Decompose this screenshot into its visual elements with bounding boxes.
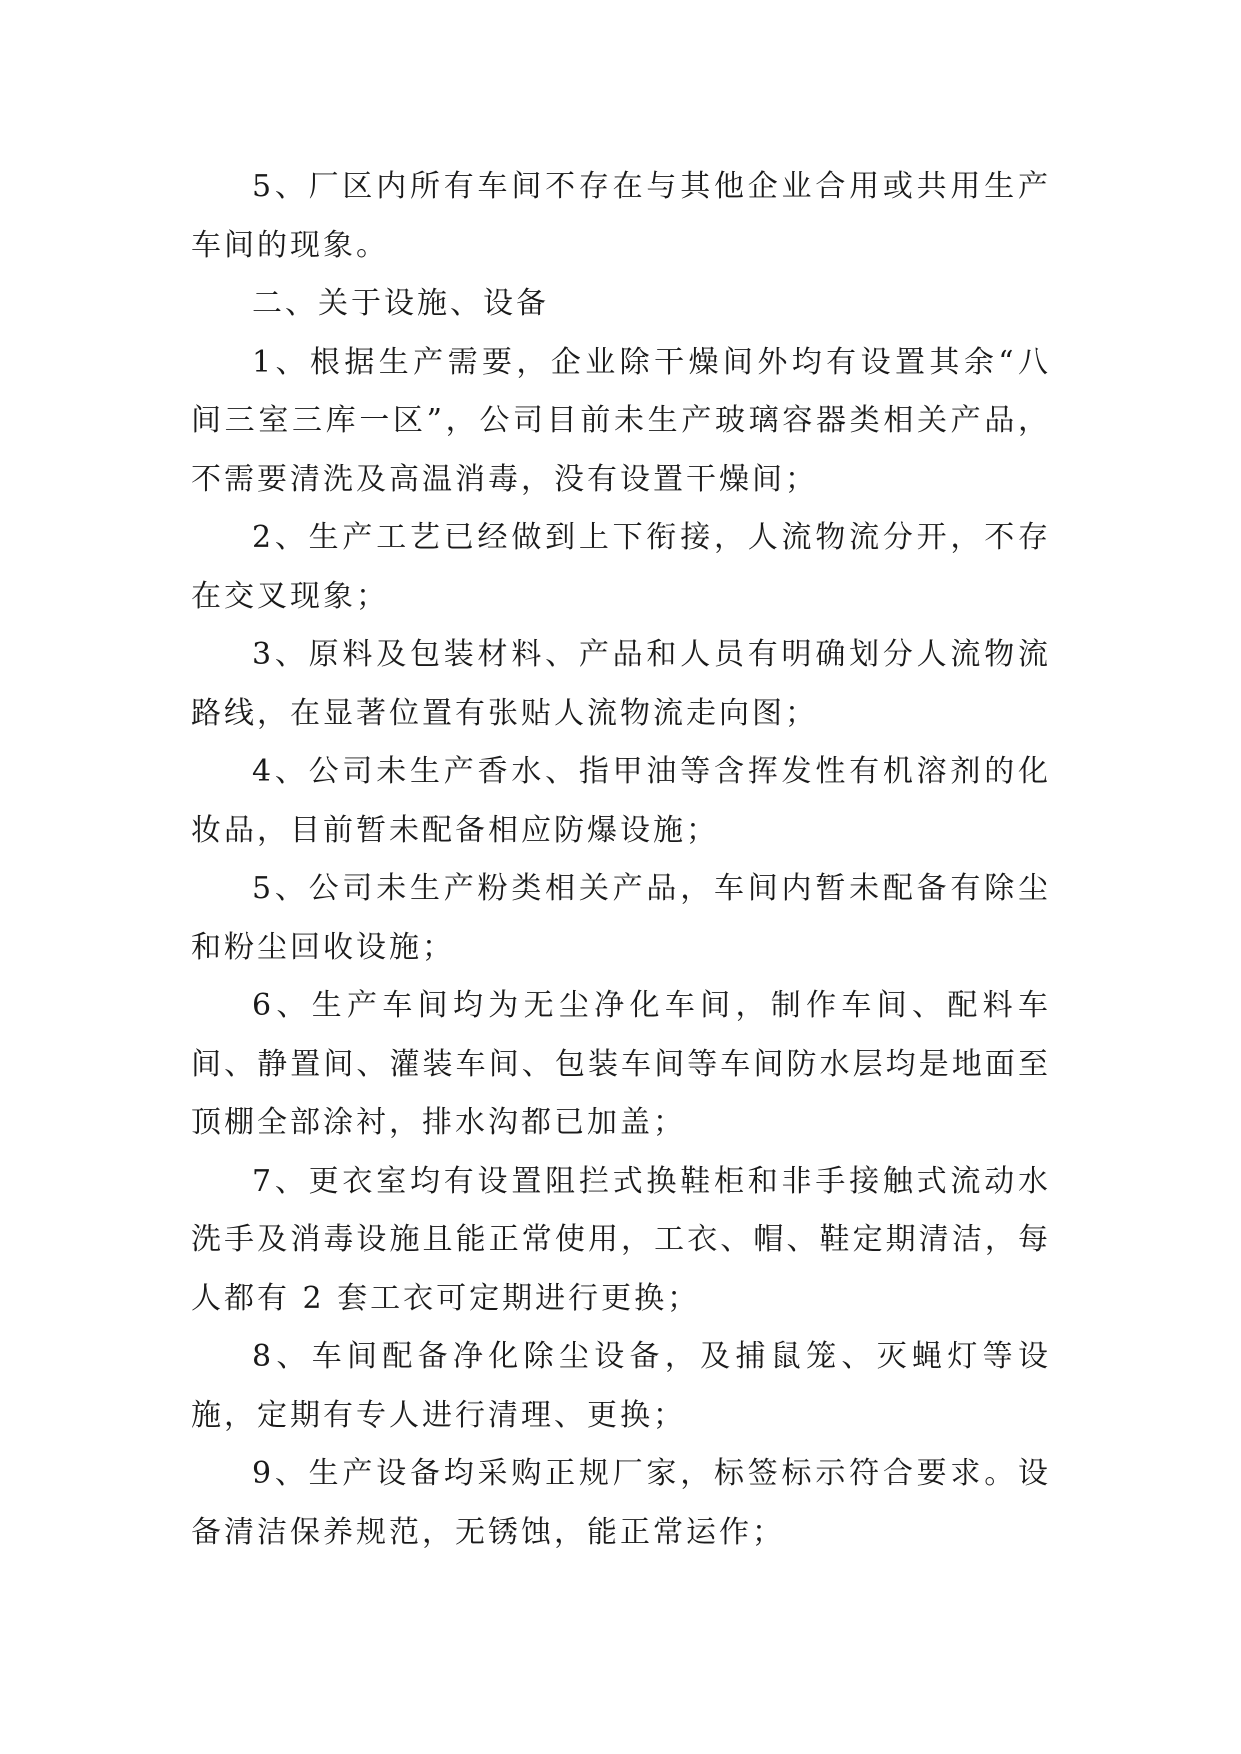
paragraph-clean-workshop: 6、生产车间均为无尘净化车间，制作车间、配料车间、静置间、灌装车间、包装车间等车间防水层均是地面至顶棚全部涂衬，排水沟都已加盖；	[191, 988, 1051, 1140]
paragraph-dust-removal: 5、公司未生产粉类相关产品，车间内暂未配备有除尘和粉尘回收设施；	[191, 871, 1051, 965]
paragraph-flow-routes: 3、原料及包装材料、产品和人员有明确划分人流物流路线，在显著位置有张贴人流物流走向图；	[191, 637, 1051, 731]
paragraph-changing-room: 7、更衣室均有设置阻拦式换鞋柜和非手接触式流动水洗手及消毒设施且能正常使用，工衣、帽、鞋定期清洁，每人都有 2 套工衣可定期进行更换；	[191, 1163, 1051, 1316]
paragraph-process-flow: 2、生产工艺已经做到上下衔接，人流物流分开，不存在交叉现象；	[191, 520, 1051, 614]
paragraph-equipment: 9、生产设备均采购正规厂家，标签标示符合要求。设备清洁保养规范，无锈蚀，能正常运作；	[191, 1456, 1051, 1550]
paragraph-drying-room: 1、根据生产需要，企业除干燥间外均有设置其余“八间三室三库一区”，公司目前未生产玻璃容器类相关产品，不需要清洗及高温消毒，没有设置干燥间；	[191, 344, 1051, 497]
paragraph-workshop-sharing: 5、厂区内所有车间不存在与其他企业合用或共用生产车间的现象。	[191, 169, 1051, 263]
paragraph-explosion-proof: 4、公司未生产香水、指甲油等含挥发性有机溶剂的化妆品，目前暂未配备相应防爆设施；	[191, 754, 1051, 848]
document-body	[191, 158, 1051, 1562]
paragraph-pest-control: 8、车间配备净化除尘设备，及捕鼠笼、灭蝇灯等设施，定期有专人进行清理、更换；	[191, 1339, 1051, 1433]
section-heading-facilities: 二、关于设施、设备	[252, 286, 549, 321]
